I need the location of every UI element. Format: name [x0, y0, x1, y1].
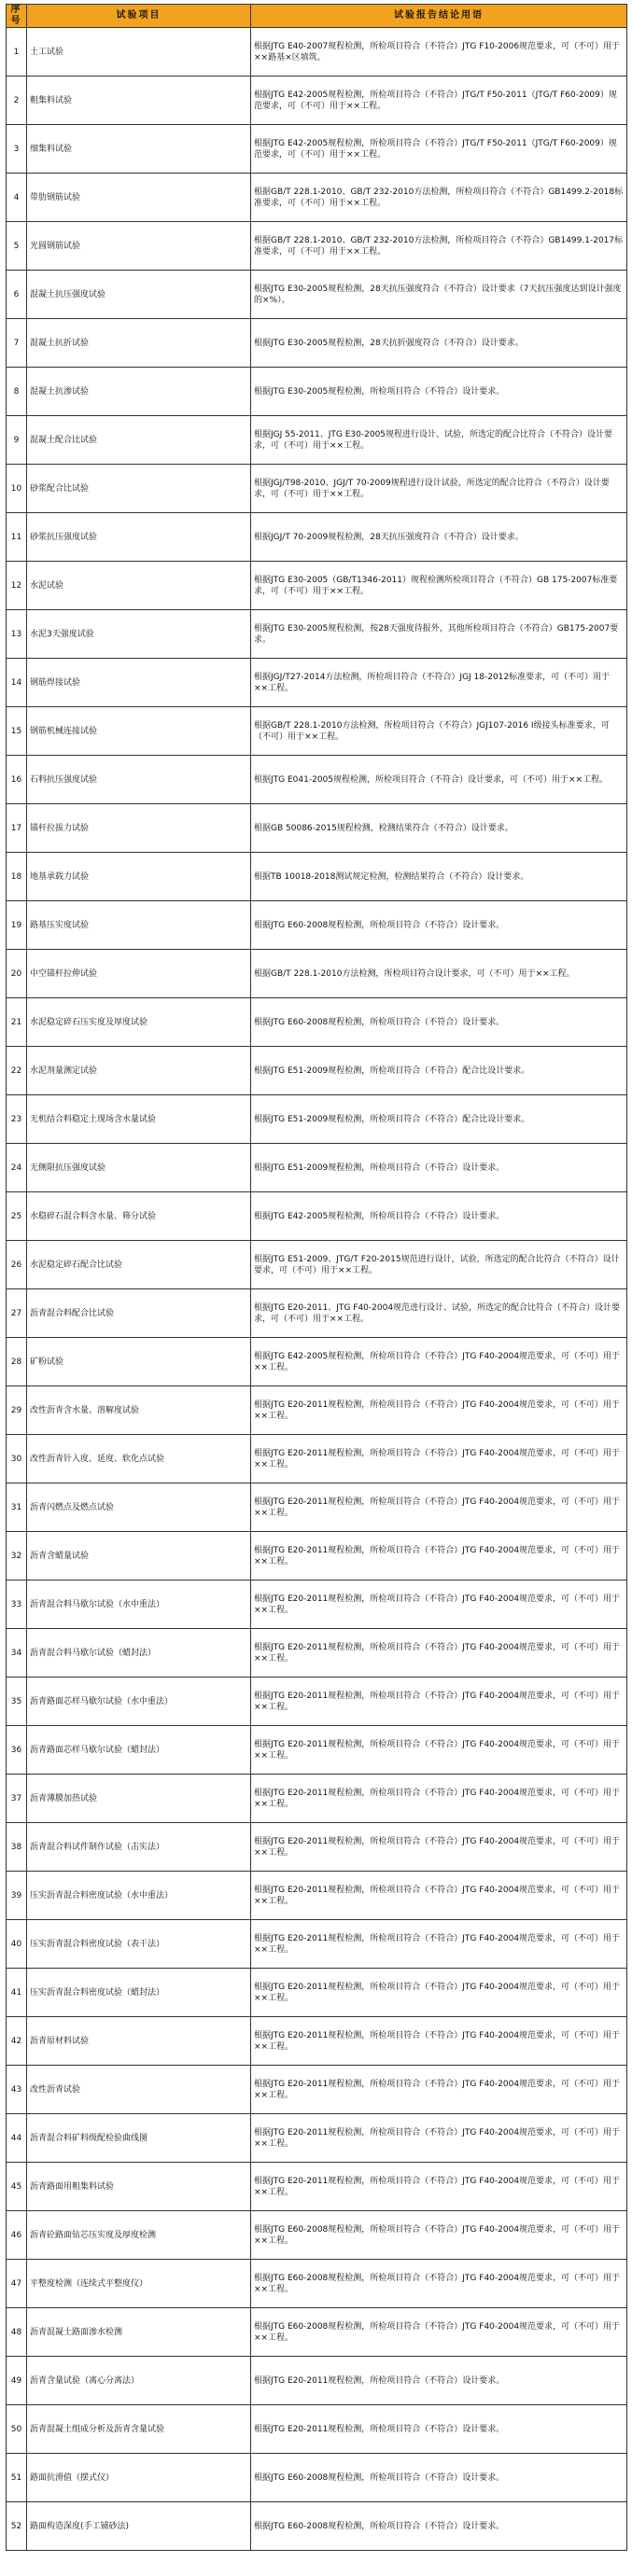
row-conclusion: 根据JTG E20-2011规程检测，所检项目符合（不符合）JTG F40-2004规范要求，可（不可）用于××工程。 — [251, 1678, 627, 1726]
table-row — [7, 271, 627, 319]
table-row — [7, 1872, 627, 1920]
row-test-item: 沥青原材料试验 — [27, 2017, 251, 2066]
row-conclusion: 根据JTG E40-2007规程检测，所检项目符合（不符合）JTG F10-2006规范要求，可（不可）用于××路基×区填筑。 — [251, 28, 627, 77]
row-test-item: 细集料试验 — [27, 125, 251, 174]
row-index: 27 — [7, 1289, 27, 1338]
table-row — [7, 1338, 627, 1386]
row-index: 32 — [7, 1532, 27, 1580]
table-row — [7, 368, 627, 416]
table-row — [7, 2163, 627, 2211]
row-conclusion: 根据GB/T 228.1-2010方法检测，所检项目符合设计要求，可（不可）用于××工程。 — [251, 950, 627, 998]
row-index: 34 — [7, 1629, 27, 1678]
row-index: 25 — [7, 1192, 27, 1241]
row-index: 44 — [7, 2114, 27, 2163]
row-conclusion: 根据JTG E51-2009规程检测，所检项目符合（不符合）配合比设计要求。 — [251, 1047, 627, 1095]
row-test-item: 水泥剂量测定试验 — [27, 1047, 251, 1095]
table-row — [7, 2405, 627, 2454]
row-conclusion: 根据GB/T 228.1-2010、GB/T 232-2010方法检测，所检项目符合（不符合）GB1499.1-2017标准要求，可（不可）用于××工程。 — [251, 222, 627, 271]
table-row — [7, 465, 627, 513]
row-conclusion: 根据JTG E20-2011规程检测，所检项目符合（不符合）JTG F40-2004规范要求，可（不可）用于××工程。 — [251, 1872, 627, 1920]
row-test-item: 水泥试验 — [27, 562, 251, 610]
row-index: 11 — [7, 513, 27, 562]
row-index: 43 — [7, 2066, 27, 2114]
row-conclusion: 根据JTG E60-2008规程检测，所检项目符合（不符合）JTG F40-2004规范要求，可（不可）用于××工程。 — [251, 2308, 627, 2357]
row-test-item: 压实沥青混合料密度试验（表干法） — [27, 1920, 251, 1969]
row-conclusion: 根据JTG E30-2005规程检测，所检项目符合（不符合）设计要求。 — [251, 368, 627, 416]
row-test-item: 水泥稳定碎石压实度及厚度试验 — [27, 998, 251, 1047]
row-index: 46 — [7, 2211, 27, 2260]
row-index: 29 — [7, 1386, 27, 1435]
row-conclusion: 根据JTG E20-2011规程检测，所检项目符合（不符合）JTG F40-2004规范要求，可（不可）用于××工程。 — [251, 1386, 627, 1435]
table-row — [7, 513, 627, 562]
row-test-item: 混凝土抗压强度试验 — [27, 271, 251, 319]
row-index: 1 — [7, 28, 27, 77]
table-row — [7, 1483, 627, 1532]
row-index: 24 — [7, 1144, 27, 1192]
row-conclusion: 根据JTG E60-2008规程检测，所检项目符合（不符合）设计要求。 — [251, 998, 627, 1047]
table-row — [7, 174, 627, 222]
row-index: 12 — [7, 562, 27, 610]
row-conclusion: 根据GB/T 228.1-2010方法检测，所检项目符合（不符合）JGJ107-2016 I级接头标准要求，可（不可）用于××工程。 — [251, 707, 627, 756]
row-conclusion: 根据JTG E20-2011规程检测，所检项目符合（不符合）JTG F40-2004规范要求，可（不可）用于××工程。 — [251, 2114, 627, 2163]
row-test-item: 光圆钢筋试验 — [27, 222, 251, 271]
table-row — [7, 756, 627, 804]
row-test-item: 地基承载力试验 — [27, 853, 251, 901]
table-row — [7, 1532, 627, 1580]
row-conclusion: 根据JTG E60-2008规程检测，所检项目符合（不符合）JTG F40-2004规范要求，可（不可）用于××工程。 — [251, 2211, 627, 2260]
row-index: 10 — [7, 465, 27, 513]
table-row — [7, 1047, 627, 1095]
row-test-item: 路基压实度试验 — [27, 901, 251, 950]
table-row — [7, 1095, 627, 1144]
row-conclusion: 根据GB 50086-2015规程检测，检测结果符合（不符合）设计要求。 — [251, 804, 627, 853]
row-conclusion: 根据JTG E60-2008规程检测，所检项目符合（不符合）设计要求。 — [251, 2454, 627, 2502]
row-index: 19 — [7, 901, 27, 950]
row-test-item: 改性沥青含水量、溶解度试验 — [27, 1386, 251, 1435]
row-conclusion: 根据JTG E42-2005规程检测，所检项目符合（不符合）JTG/T F50-2011（JTG/T F60-2009）规范要求，可（不可）用于××工程。 — [251, 125, 627, 174]
row-test-item: 锚杆拉拔力试验 — [27, 804, 251, 853]
row-test-item: 中空锚杆拉伸试验 — [27, 950, 251, 998]
row-test-item: 沥青混合料矿料级配检验曲线图 — [27, 2114, 251, 2163]
row-index: 45 — [7, 2163, 27, 2211]
row-test-item: 沥青混合料试件制作试验（击实法） — [27, 1823, 251, 1872]
row-test-item: 水泥3天强度试验 — [27, 610, 251, 659]
table-row — [7, 1629, 627, 1678]
table-row — [7, 2502, 627, 2551]
row-conclusion: 根据JTG E20-2011规程检测，所检项目符合（不符合）JTG F40-2004规范要求，可（不可）用于××工程。 — [251, 1483, 627, 1532]
row-conclusion: 根据JTG E20-2011规程检测，所检项目符合（不符合）JTG F40-2004规范要求，可（不可）用于××工程。 — [251, 1920, 627, 1969]
row-index: 6 — [7, 271, 27, 319]
row-test-item: 沥青混合料配合比试验 — [27, 1289, 251, 1338]
row-conclusion: 根据JTG E20-2011规程检测，所检项目符合（不符合）JTG F40-2004规范要求，可（不可）用于××工程。 — [251, 1823, 627, 1872]
table-row — [7, 2454, 627, 2502]
row-index: 33 — [7, 1580, 27, 1629]
row-test-item: 改性沥青试验 — [27, 2066, 251, 2114]
row-conclusion: 根据JTG E20-2011规程检测，所检项目符合（不符合）JTG F40-2004规范要求，可（不可）用于××工程。 — [251, 2163, 627, 2211]
row-index: 30 — [7, 1435, 27, 1483]
row-index: 31 — [7, 1483, 27, 1532]
row-test-item: 钢筋焊接试验 — [27, 659, 251, 707]
table-row — [7, 1386, 627, 1435]
row-index: 5 — [7, 222, 27, 271]
row-conclusion: 根据JTG E20-2011规程检测，所检项目符合（不符合）JTG F40-2004规范要求，可（不可）用于××工程。 — [251, 1532, 627, 1580]
row-test-item: 沥青混凝土组成分析及沥青含量试验 — [27, 2405, 251, 2454]
row-index: 42 — [7, 2017, 27, 2066]
row-conclusion: 根据JTG E041-2005规程检测，所检项目符合（不符合）设计要求，可（不可）用于××工程。 — [251, 756, 627, 804]
row-conclusion: 根据JTG E20-2011规程检测，所检项目符合（不符合）JTG F40-2004规范要求，可（不可）用于××工程。 — [251, 2017, 627, 2066]
row-test-item: 沥青混凝土路面渗水检测 — [27, 2308, 251, 2357]
row-index: 15 — [7, 707, 27, 756]
row-conclusion: 根据JTG E30-2005规程检测，按28天强度待报外，其他所检项目符合（不符合）GB175-2007要求。 — [251, 610, 627, 659]
row-index: 8 — [7, 368, 27, 416]
table-row — [7, 1241, 627, 1289]
row-conclusion: 根据JTG E42-2005规程检测，所检项目符合（不符合）设计要求。 — [251, 1192, 627, 1241]
table-row — [7, 1435, 627, 1483]
table-row — [7, 610, 627, 659]
table-row — [7, 1823, 627, 1872]
row-conclusion: 根据JTG E60-2008规程检测，所检项目符合（不符合）设计要求。 — [251, 2502, 627, 2551]
row-conclusion: 根据JTG E20-2011规程检测，所检项目符合（不符合）JTG F40-2004规范要求，可（不可）用于××工程。 — [251, 1775, 627, 1823]
table-row — [7, 1726, 627, 1775]
row-index: 16 — [7, 756, 27, 804]
row-test-item: 沥青含量试验（离心分离法） — [27, 2357, 251, 2405]
table-row — [7, 659, 627, 707]
row-test-item: 混凝土抗渗试验 — [27, 368, 251, 416]
row-test-item: 路面抗滑值（摆式仪） — [27, 2454, 251, 2502]
row-index: 18 — [7, 853, 27, 901]
table-row — [7, 2357, 627, 2405]
row-conclusion: 根据JTG E51-2009、JTG/T F20-2015规范进行设计，试验，所选定的配合比符合（不符合）设计要求，可（不可）用于××工程。 — [251, 1241, 627, 1289]
row-test-item: 带肋钢筋试验 — [27, 174, 251, 222]
row-conclusion: 根据JTG E30-2005规程检测，28天抗压强度符合（不符合）设计要求（7天抗压强度达到设计强度的×%）。 — [251, 271, 627, 319]
header-conclusion: 试验报告结论用语 — [251, 5, 627, 28]
row-index: 52 — [7, 2502, 27, 2551]
table-row — [7, 1969, 627, 2017]
row-index: 3 — [7, 125, 27, 174]
row-index: 47 — [7, 2260, 27, 2308]
row-conclusion: 根据JGJ 55-2011、JTG E30-2005规程进行设计、试验，所选定的配合比符合（不符合）设计要求，可（不可）用于××工程。 — [251, 416, 627, 465]
table-row — [7, 562, 627, 610]
table-row — [7, 1678, 627, 1726]
table-row — [7, 2066, 627, 2114]
row-index: 35 — [7, 1678, 27, 1726]
table-row — [7, 1289, 627, 1338]
row-test-item: 路面构造深度(手工铺砂法) — [27, 2502, 251, 2551]
row-conclusion: 根据JTG E51-2009规程检测，所检项目符合（不符合）配合比设计要求。 — [251, 1095, 627, 1144]
row-conclusion: 根据JTG E30-2005规程检测，28天抗折强度符合（不符合）设计要求。 — [251, 319, 627, 368]
row-conclusion: 根据JGJ/T 70-2009规程检测，28天抗压强度符合（不符合）设计要求。 — [251, 513, 627, 562]
table-row — [7, 1144, 627, 1192]
table-row — [7, 319, 627, 368]
row-index: 26 — [7, 1241, 27, 1289]
row-index: 2 — [7, 77, 27, 125]
row-index: 50 — [7, 2405, 27, 2454]
table-row — [7, 707, 627, 756]
table-row — [7, 222, 627, 271]
row-index: 49 — [7, 2357, 27, 2405]
row-test-item: 改性沥青针入度、延度、软化点试验 — [27, 1435, 251, 1483]
row-conclusion: 根据JGJ/T98-2010、JGJ/T 70-2009规程进行设计试验，所选定的配合比符合（不符合）设计要求，可（不可）用于××工程。 — [251, 465, 627, 513]
row-test-item: 无侧限抗压强度试验 — [27, 1144, 251, 1192]
row-conclusion: 根据JTG E20-2011规程检测，所检项目符合（不符合）JTG F40-2004规范要求，可（不可）用于××工程。 — [251, 1969, 627, 2017]
table-row — [7, 1920, 627, 1969]
row-index: 51 — [7, 2454, 27, 2502]
row-index: 17 — [7, 804, 27, 853]
table-row — [7, 2114, 627, 2163]
row-test-item: 石料抗压强度试验 — [27, 756, 251, 804]
row-test-item: 砂浆抗压强度试验 — [27, 513, 251, 562]
row-conclusion: 根据GB/T 228.1-2010、GB/T 232-2010方法检测，所检项目符合（不符合）GB1499.2-2018标准要求，可（不可）用于××工程。 — [251, 174, 627, 222]
row-test-item: 沥青路面芯样马歇尔试验（水中重法） — [27, 1678, 251, 1726]
table-row — [7, 2017, 627, 2066]
row-test-item: 沥青混合料马歇尔试验（蜡封法） — [27, 1629, 251, 1678]
row-conclusion: 根据JTG E20-2011规程检测，所检项目符合（不符合）JTG F40-2004规范要求，可（不可）用于××工程。 — [251, 1726, 627, 1775]
row-test-item: 沥青路面用粗集料试验 — [27, 2163, 251, 2211]
row-conclusion: 根据JTG E20-2011规程检测，所检项目符合（不符合）JTG F40-2004规范要求，可（不可）用于××工程。 — [251, 2066, 627, 2114]
table-row — [7, 28, 627, 77]
row-conclusion: 根据JGJ/T27-2014方法检测，所检项目符合（不符合）JGJ 18-2012标准要求，可（不可）用于××工程。 — [251, 659, 627, 707]
row-test-item: 沥青砼路面钻芯压实度及厚度检测 — [27, 2211, 251, 2260]
table-row — [7, 998, 627, 1047]
row-conclusion: 根据JTG E30-2005（GB/T1346-2011）规程检测所检项目符合（不符合）GB 175-2007标准要求，可（不可）用于××工程。 — [251, 562, 627, 610]
table-row — [7, 901, 627, 950]
row-index: 14 — [7, 659, 27, 707]
table-row — [7, 1775, 627, 1823]
row-index: 41 — [7, 1969, 27, 2017]
header-index: 序号 — [7, 5, 27, 28]
row-index: 7 — [7, 319, 27, 368]
table-row — [7, 125, 627, 174]
row-test-item: 沥青路面芯样马歇尔试验（蜡封法） — [27, 1726, 251, 1775]
row-conclusion: 根据JTG E20-2011规程检测，所检项目符合（不符合）JTG F40-2004规范要求，可（不可）用于××工程。 — [251, 1580, 627, 1629]
row-test-item: 沥青闪燃点及燃点试验 — [27, 1483, 251, 1532]
row-index: 4 — [7, 174, 27, 222]
row-test-item: 混凝土抗折试验 — [27, 319, 251, 368]
row-index: 39 — [7, 1872, 27, 1920]
row-test-item: 压实沥青混合料密度试验（蜡封法） — [27, 1969, 251, 2017]
table-row — [7, 804, 627, 853]
row-test-item: 水泥稳定碎石配合比试验 — [27, 1241, 251, 1289]
row-test-item: 沥青混合料马歇尔试验（水中重法） — [27, 1580, 251, 1629]
row-test-item: 沥青含蜡量试验 — [27, 1532, 251, 1580]
table-row — [7, 2308, 627, 2357]
row-conclusion: 根据JTG E60-2008规程检测，所检项目符合（不符合）设计要求。 — [251, 901, 627, 950]
row-conclusion: 根据TB 10018-2018测试规定检测，检测结果符合（不符合）设计要求。 — [251, 853, 627, 901]
row-test-item: 粗集料试验 — [27, 77, 251, 125]
row-index: 9 — [7, 416, 27, 465]
header-test-item: 试验项目 — [27, 5, 251, 28]
table-header-row — [7, 5, 627, 28]
table-row — [7, 853, 627, 901]
row-test-item: 混凝土配合比试验 — [27, 416, 251, 465]
table-row — [7, 1192, 627, 1241]
table-row — [7, 416, 627, 465]
table-row — [7, 1580, 627, 1629]
row-conclusion: 根据JTG E20-2011规程检测，所检项目符合（不符合）设计要求。 — [251, 2357, 627, 2405]
row-conclusion: 根据JTG E20-2011规程检测，所检项目符合（不符合）设计要求。 — [251, 2405, 627, 2454]
table-row — [7, 950, 627, 998]
row-conclusion: 根据JTG E20-2011规程检测，所检项目符合（不符合）JTG F40-2004规范要求，可（不可）用于××工程。 — [251, 1629, 627, 1678]
table-row — [7, 2260, 627, 2308]
table-row — [7, 77, 627, 125]
row-test-item: 沥青薄膜加热试验 — [27, 1775, 251, 1823]
row-test-item: 平整度检测（连续式平整度仪） — [27, 2260, 251, 2308]
row-conclusion: 根据JTG E42-2005规程检测，所检项目符合（不符合）JTG/T F50-2011（JTG/T F60-2009）规范要求，可（不可）用于××工程。 — [251, 77, 627, 125]
row-index: 13 — [7, 610, 27, 659]
row-test-item: 无机结合料稳定土现场含水量试验 — [27, 1095, 251, 1144]
table-row — [7, 2211, 627, 2260]
row-index: 36 — [7, 1726, 27, 1775]
row-index: 22 — [7, 1047, 27, 1095]
row-conclusion: 根据JTG E20-2011、JTG F40-2004规范进行设计、试验，所选定的配合比符合（不符合）设计要求，可（不可）用于××工程。 — [251, 1289, 627, 1338]
row-test-item: 砂浆配合比试验 — [27, 465, 251, 513]
row-index: 21 — [7, 998, 27, 1047]
row-conclusion: 根据JTG E42-2005规程检测，所检项目符合（不符合）JTG F40-2004规范要求，可（不可）用于××工程。 — [251, 1338, 627, 1386]
row-index: 20 — [7, 950, 27, 998]
report-conclusion-table — [6, 4, 627, 2551]
row-index: 28 — [7, 1338, 27, 1386]
row-index: 40 — [7, 1920, 27, 1969]
row-test-item: 矿粉试验 — [27, 1338, 251, 1386]
row-conclusion: 根据JTG E60-2008规程检测，所检项目符合（不符合）JTG F40-2004规范要求，可（不可）用于××工程。 — [251, 2260, 627, 2308]
row-test-item: 钢筋机械连接试验 — [27, 707, 251, 756]
row-index: 38 — [7, 1823, 27, 1872]
row-test-item: 土工试验 — [27, 28, 251, 77]
row-test-item: 水稳碎石混合料含水量、筛分试验 — [27, 1192, 251, 1241]
row-index: 37 — [7, 1775, 27, 1823]
row-conclusion: 根据JTG E20-2011规程检测，所检项目符合（不符合）JTG F40-2004规范要求，可（不可）用于××工程。 — [251, 1435, 627, 1483]
row-test-item: 压实沥青混合料密度试验（水中重法） — [27, 1872, 251, 1920]
row-index: 48 — [7, 2308, 27, 2357]
row-index: 23 — [7, 1095, 27, 1144]
row-conclusion: 根据JTG E51-2009规程检测，所检项目符合（不符合）设计要求。 — [251, 1144, 627, 1192]
